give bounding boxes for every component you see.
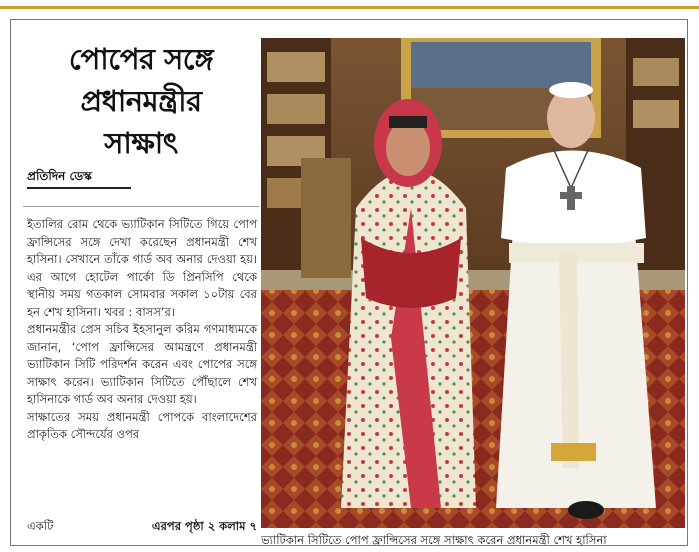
news-photo [261,38,685,528]
body-paragraph-2: প্রধানমন্ত্রীর প্রেস সচিব ইহসানুল করিম গণমাধ্যমকে জানান, ‘পোপ ফ্রান্সিসের আমন্ত্রণে প্রধানমন্ত্রী ভ্যাটিকান সিটি পরিদর্শন করেন এবং পোপের সঙ্গে সাক্ষাৎ করেন। ভ্যাটিকান সিটিতে পৌঁছালে শেখ হাসিনাকে গার্ড অব অনার দেওয়া হয়। [27,322,257,406]
news-clipping [10,19,688,546]
body-paragraph-3: সাক্ষাতের সময় প্রধানমন্ত্রী পোপকে বাংলাদেশের প্রাকৃতিক সৌন্দর্যের ওপর [27,409,257,441]
headline-line-1: পোপের সঙ্গে [68,42,214,76]
byline: প্রতিদিন ডেস্ক [27,169,92,183]
photo-illustration [261,38,685,528]
article-column [23,20,259,547]
continuation-last-word: একটি [27,519,54,533]
top-accent-rule [0,6,699,9]
column-divider [23,206,259,207]
photo-caption: ভ্যাটিকান সিটিতে পোপ ফ্রান্সিসের সঙ্গে সাক্ষাৎ করেন প্রধানমন্ত্রী শেখ হাসিনা [261,533,607,547]
headline [23,38,259,164]
chair [301,158,351,278]
jump-reference: এরপর পৃষ্ঠা ২ কলাম ৭ [151,519,257,533]
headline-line-3: সাক্ষাৎ [104,126,178,160]
headline-line-2: প্রধানমন্ত্রীর [80,84,202,118]
byline-underline [27,187,131,189]
body-paragraph-1: ইতালির রোম থেকে ভ্যাটিকান সিটিতে গিয়ে পোপ ফ্রান্সিসের সঙ্গে দেখা করেছেন প্রধানমন্ত্রী শেখ হাসিনা। সেখানে তাঁকে গার্ড অব অনার দেওয়া হয়। এর আগে হোটেল পার্কো ডি প্রিনসিপি থেকে স্থানীয় সময় গতকাল সোমবার সকাল ১০টায় বের হন শেখ হাসিনা। খবর : বাসস’র। [27,217,257,319]
continuation-line [27,518,257,535]
article-body [27,216,257,444]
